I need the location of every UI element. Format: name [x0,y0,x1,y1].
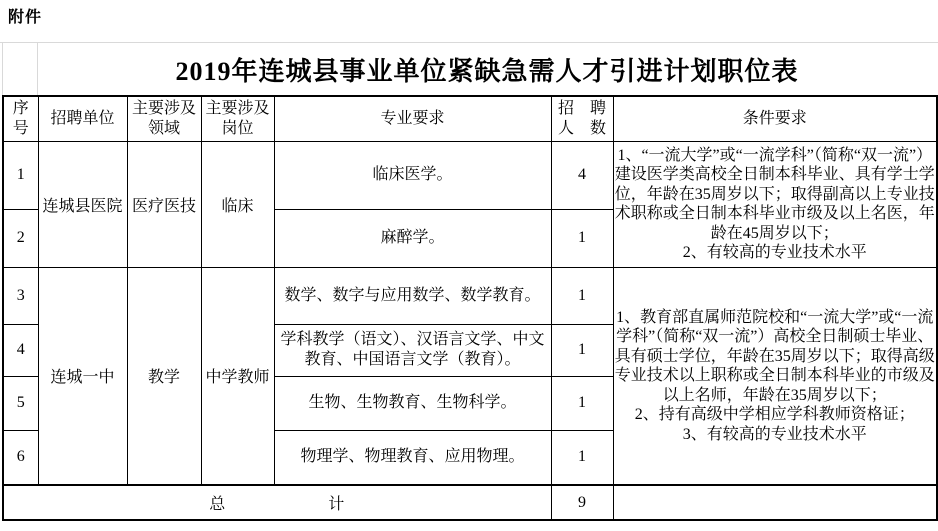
cell-row-no: 5 [3,376,38,430]
title-left-spacer-cell [3,43,38,95]
cell-major: 学科教学（语文）、汉语言文学、中文教育、中国语言文学（教育）。 [274,324,551,376]
col-header-condition: 条件要求 [613,96,937,141]
cell-row-no: 1 [3,141,38,209]
total-count: 9 [551,485,613,520]
cell-count: 1 [551,430,613,485]
col-header-index: 序 号 [3,96,38,141]
cell-condition: 1、“一流大学”或“一流学科”（简称“双一流”）建设医学类高校全日制本科毕业、具有学士学位，年龄在35周岁以下；取得副高以上专业技术职称或全日制本科毕业市级及以上名医，年龄在45周岁以下； 2、有较高的专业技术水平 [613,141,937,267]
col-header-field: 主要涉及 领域 [127,96,201,141]
cell-condition: 1、教育部直属师范院校和“一流大学”或“一流学科”（简称“双一流”）高校全日制硕士毕业、具有硕士学位，年龄在35周岁以下；取得高级专业技术以上职称或全日制本科毕业的市级及以上名师，年龄在35周岁以下； 2、持有高级中学相应学科教师资格证； 3、有较高的专业技术水平 [613,267,937,485]
col-header-major: 专业要求 [274,96,551,141]
cell-row-no: 6 [3,430,38,485]
cell-major: 数学、数字与应用数学、数学教育。 [274,267,551,324]
cell-major: 麻醉学。 [274,209,551,267]
job-position-table [2,95,938,521]
cell-major: 物理学、物理教育、应用物理。 [274,430,551,485]
title-cell [38,43,936,95]
cell-row-no: 2 [3,209,38,267]
cell-count: 1 [551,209,613,267]
cell-post: 中学教师 [201,267,274,485]
table-row [3,267,937,324]
cell-unit: 连城一中 [38,267,127,485]
title-row [2,43,936,95]
col-header-unit: 招聘单位 [38,96,127,141]
cell-major: 临床医学。 [274,141,551,209]
attachment-label: 附件 [8,9,43,26]
cell-row-no: 4 [3,324,38,376]
cell-unit: 连城县医院 [38,141,127,267]
cell-post: 临床 [201,141,274,267]
total-label: 总 计 [3,485,551,520]
page-title: 2019年连城县事业单位紧缺急需人才引进计划职位表 [175,56,799,86]
col-header-count: 招 聘 人 数 [551,96,613,141]
table-row [3,141,937,209]
cell-field: 教学 [127,267,201,485]
cell-count: 1 [551,324,613,376]
table-header-row [3,96,937,141]
total-condition-cell [613,485,937,520]
cell-count: 4 [551,141,613,209]
cell-field: 医疗医技 [127,141,201,267]
cell-count: 1 [551,376,613,430]
col-header-post: 主要涉及 岗位 [201,96,274,141]
cell-row-no: 3 [3,267,38,324]
cell-count: 1 [551,267,613,324]
total-row [3,485,937,520]
cell-major: 生物、生物教育、生物科学。 [274,376,551,430]
